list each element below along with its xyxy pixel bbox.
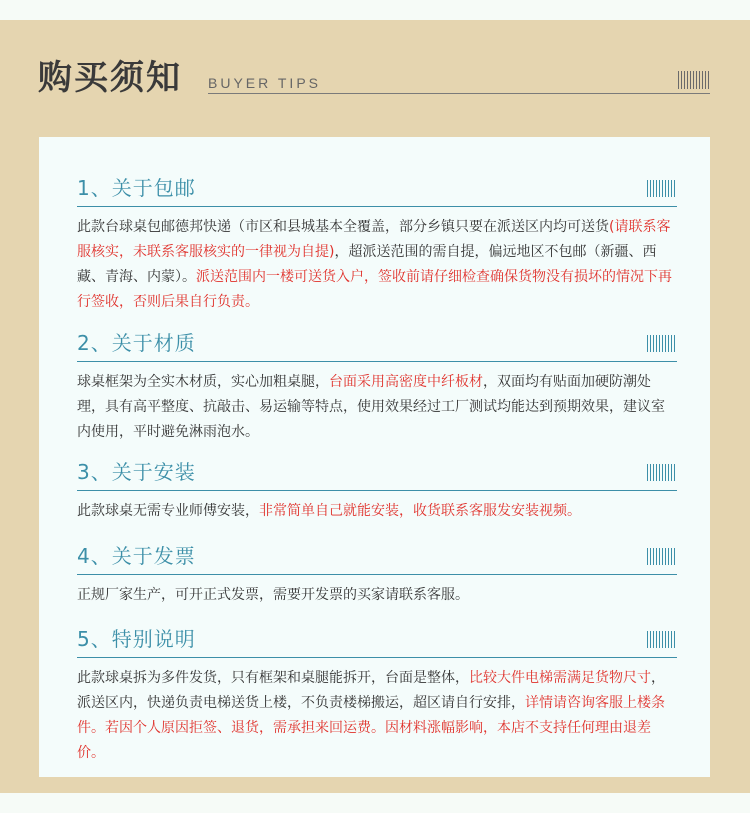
page-subtitle: BUYER TIPS: [208, 75, 321, 91]
section-stripes-decoration: [647, 631, 677, 648]
body-text: 此款球桌无需专业师傅安装，: [77, 503, 259, 519]
body-text: ，超派送范围的需自提，偏远地区不包邮（新疆、西藏、青海、内蒙）。: [77, 244, 657, 285]
section-divider: [77, 574, 677, 575]
body-text: ，派送区内，快递负责电梯送货上楼，不负责楼梯搬运，超区请自行安排，: [77, 670, 665, 711]
header-divider: [208, 93, 710, 94]
section-body: [77, 499, 677, 524]
section-title: 2、关于材质: [77, 331, 196, 355]
section-title: 5、特别说明: [77, 627, 196, 651]
section-divider: [77, 490, 677, 491]
section-body: [77, 370, 677, 445]
header: [38, 58, 710, 116]
section-stripes-decoration: [647, 335, 677, 352]
body-text-highlight: 比较大件电梯需满足货物尺寸: [469, 670, 651, 686]
section-divider: [77, 206, 677, 207]
section-body: [77, 583, 677, 608]
page-title: 购买须知: [38, 58, 182, 98]
body-text-highlight: (请联系客服核实，未联系客服核实的一律视为自提): [77, 219, 671, 260]
section-stripes-decoration: [647, 180, 677, 197]
body-text-highlight: 台面采用高密度中纤板材: [329, 374, 483, 390]
body-text-highlight: 详情请咨询客服上楼条件。若因个人原因拒签、退货，需承担来回运费。因材料涨幅影响，本店不支持任何理由退差价。: [77, 695, 665, 761]
section-title: 3、关于安装: [77, 460, 196, 484]
section-body: [77, 215, 677, 315]
body-text-highlight: 非常简单自己就能安装，收货联系客服发安装视频。: [259, 503, 581, 519]
section-divider: [77, 657, 677, 658]
section-title: 4、关于发票: [77, 544, 196, 568]
section-divider: [77, 361, 677, 362]
section-stripes-decoration: [647, 464, 677, 481]
body-text: 球桌框架为全实木材质，实心加粗桌腿，: [77, 374, 329, 390]
body-text-highlight: 派送范围内一楼可送货入户，签收前请仔细检查确保货物没有损坏的情况下再行签收，否则后果自行负责。: [77, 269, 672, 310]
body-text: 此款球桌拆为多件发货，只有框架和桌腿能拆开，台面是整体，: [77, 670, 469, 686]
section-title: 1、关于包邮: [77, 176, 196, 200]
content-panel: [39, 137, 710, 777]
header-stripes-decoration: [678, 71, 710, 89]
body-text: 此款台球桌包邮德邦快递（市区和县城基本全覆盖，部分乡镇只要在派送区内均可送货: [77, 219, 609, 235]
body-text: ，双面均有贴面加硬防潮处理，具有高平整度、抗敲击、易运输等特点，使用效果经过工厂测试均能达到预期效果，建议室内使用，平时避免淋雨泡水。: [77, 374, 665, 440]
body-text: 正规厂家生产，可开正式发票，需要开发票的买家请联系客服。: [77, 587, 469, 603]
section-body: [77, 666, 677, 766]
section-stripes-decoration: [647, 548, 677, 565]
